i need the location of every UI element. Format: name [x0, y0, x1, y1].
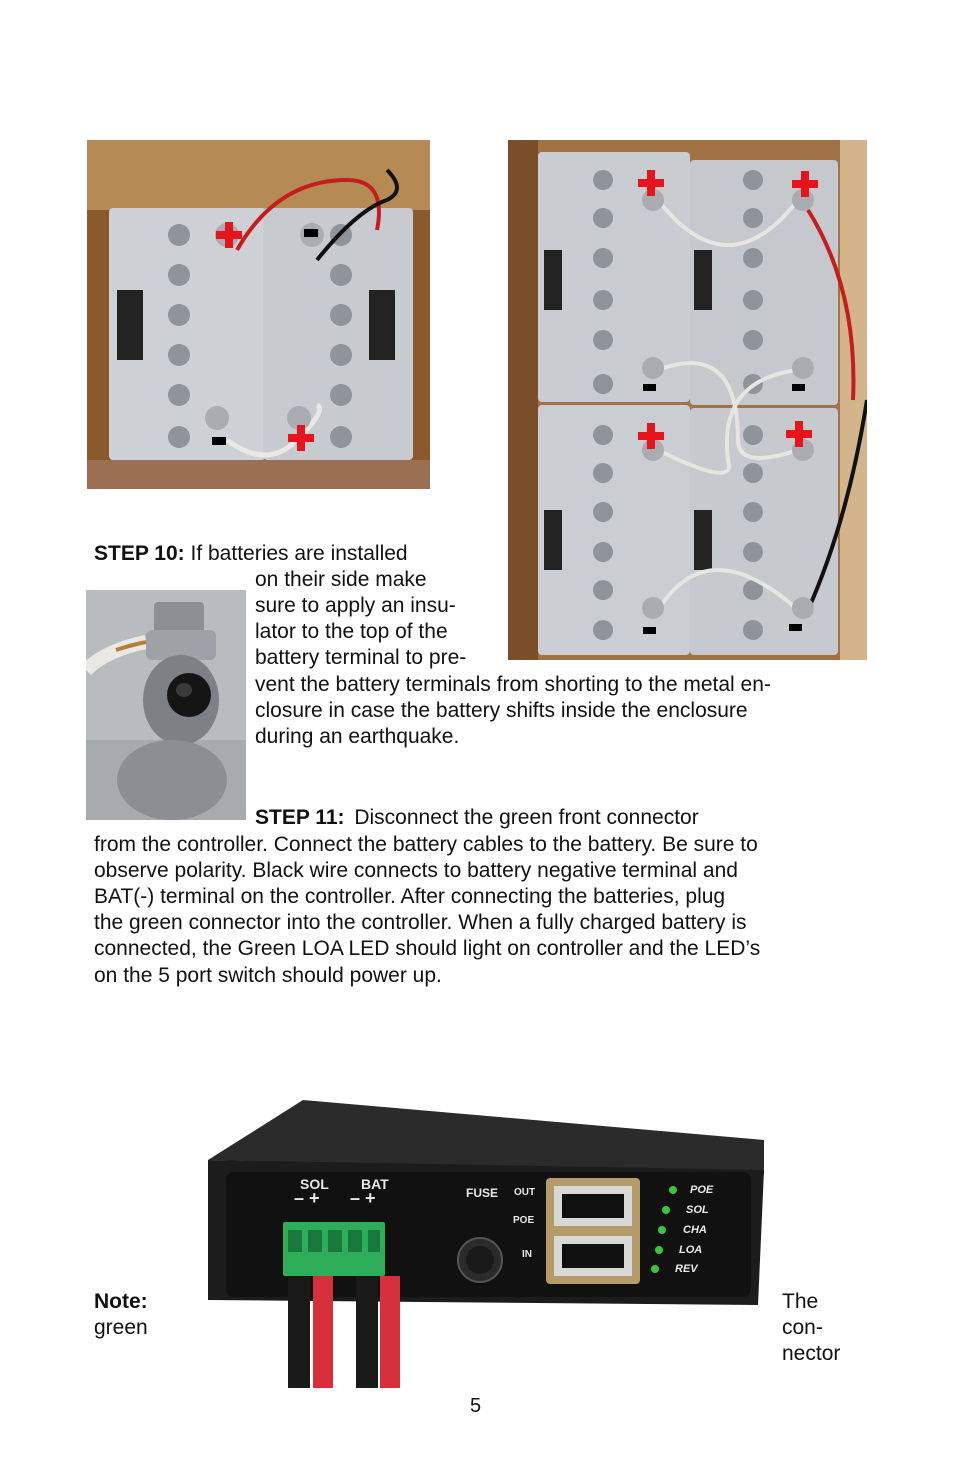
fuse-label: FUSE: [466, 1186, 499, 1200]
four-battery-photo: [508, 140, 867, 660]
step10-line-2: on their side make: [255, 568, 427, 591]
step11-label: STEP 11:: [255, 806, 345, 829]
minus-marker: [643, 384, 656, 391]
step10-line-6: vent the battery terminals from shorting to the metal en-: [255, 673, 771, 696]
note-right-line-2: con-: [782, 1316, 823, 1339]
plus-marker: [638, 423, 664, 449]
minus-marker: [212, 437, 226, 445]
plus-marker: [288, 425, 314, 451]
minus-marker: [789, 624, 802, 631]
bat-polarity-label: – +: [350, 1188, 376, 1208]
two-battery-photo: [87, 140, 430, 489]
in-label: IN: [522, 1249, 532, 1260]
led-label-rev: REV: [675, 1263, 698, 1275]
step11-line-5: the green connector into the controller. When a fully charged battery is: [94, 911, 747, 934]
step10-line-1: [94, 541, 408, 567]
out-label: OUT: [514, 1187, 536, 1198]
step11-line-1: [255, 805, 699, 831]
plus-marker: [786, 421, 812, 447]
sol-polarity-label: – +: [294, 1188, 320, 1208]
plus-marker: [792, 171, 818, 197]
minus-marker: [643, 627, 656, 634]
led-label-poe: POE: [690, 1184, 714, 1196]
step11-text: Disconnect the green front connector: [354, 806, 699, 829]
led-label-sol: SOL: [686, 1204, 709, 1216]
step11-line-7: on the 5 port switch should power up.: [94, 964, 442, 987]
minus-marker: [792, 384, 805, 391]
note-right-line-3: nector: [782, 1342, 841, 1365]
step10-text: If batteries are installed: [190, 542, 408, 565]
plus-marker: [638, 170, 664, 196]
page-number: 5: [470, 1395, 482, 1417]
led-label-cha: CHA: [683, 1224, 707, 1236]
poe-port-label: POE: [513, 1215, 535, 1226]
step10-line-5: battery terminal to pre-: [255, 646, 467, 669]
insulated-terminal-photo: [86, 590, 246, 820]
step10-line-7: closure in case the battery shifts inside the enclosure: [255, 699, 748, 722]
minus-marker: [304, 229, 318, 237]
bat-label: BAT: [361, 1176, 389, 1192]
step11-line-3: observe polarity. Black wire connects to battery negative terminal and: [94, 859, 738, 882]
plus-marker: [216, 222, 242, 248]
step10-line-4: lator to the top of the: [255, 620, 448, 643]
note-label: Note:: [94, 1290, 148, 1313]
step11-line-6: connected, the Green LOA LED should light on controller and the LED’s: [94, 937, 761, 960]
note-left-text: green: [94, 1316, 148, 1339]
step10-label: STEP 10:: [94, 542, 185, 565]
step11-line-2: from the controller. Connect the battery cables to the battery. Be sure to: [94, 833, 758, 856]
step10-line-8: during an earthquake.: [255, 725, 460, 748]
led-label-loa: LOA: [679, 1244, 703, 1256]
sol-label: SOL: [300, 1176, 329, 1192]
step11-line-4: BAT(-) terminal on the controller. After connecting the batteries, plug: [94, 885, 726, 908]
note-right-line-1: The: [782, 1290, 819, 1313]
step10-line-3: sure to apply an insu-: [255, 594, 456, 617]
